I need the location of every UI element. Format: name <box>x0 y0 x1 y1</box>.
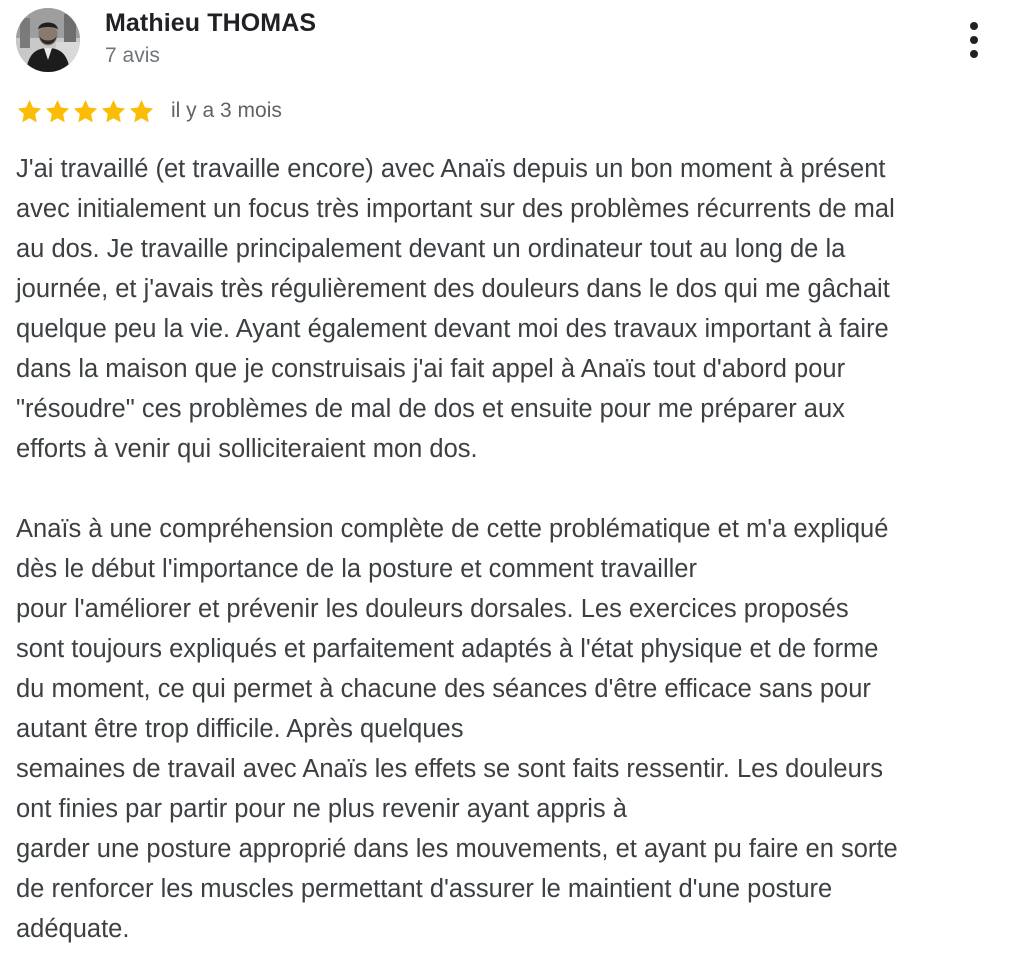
review-text-line: efforts à venir qui solliciteraient mon dos. <box>16 435 478 463</box>
review-paragraph <box>16 149 1006 469</box>
review-text-line: J'ai travaillé (et travaille encore) avec Anaïs depuis un bon moment à présent <box>16 155 886 183</box>
review-text-line: sont toujours expliqués et parfaitement adaptés à l'état physique et de forme <box>16 635 879 663</box>
review-text-line: pour l'améliorer et prévenir les douleurs dorsales. Les exercices proposés <box>16 595 849 623</box>
more-options-button[interactable] <box>952 18 996 62</box>
review-text-line: quelque peu la vie. Ayant également devant moi des travaux important à faire <box>16 315 889 343</box>
review-text-line: "résoudre" ces problèmes de mal de dos et ensuite pour me préparer aux <box>16 395 845 423</box>
review-text-line: de renforcer les muscles permettant d'assurer le maintient d'une posture <box>16 875 833 903</box>
star-icon <box>128 98 155 125</box>
review-text-line: avec initialement un focus très important sur des problèmes récurrents de mal <box>16 195 895 223</box>
author-review-count: 7 avis <box>105 44 160 67</box>
star-rating <box>16 98 155 125</box>
review-date: il y a 3 mois <box>171 99 282 122</box>
review-text-line: ont finies par partir pour ne plus revenir ayant appris à <box>16 795 627 823</box>
review-text-line: dans la maison que je construisais j'ai fait appel à Anaïs tout d'abord pour <box>16 355 846 383</box>
review-text-line: Anaïs à une compréhension complète de cette problématique et m'a expliqué <box>16 515 889 543</box>
user-photo-avatar-icon <box>16 8 80 72</box>
review-text-line: dès le début l'importance de la posture et comment travailler <box>16 555 697 583</box>
rating-row <box>16 96 282 126</box>
review-paragraph <box>16 509 1006 949</box>
review-text-line: du moment, ce qui permet à chacune des séances d'être efficace sans pour <box>16 675 871 703</box>
review-text-line: journée, et j'avais très régulièrement des douleurs dans le dos qui me gâchait <box>16 275 890 303</box>
author-avatar[interactable] <box>16 8 80 72</box>
star-icon <box>100 98 127 125</box>
review-text-line: autant être trop difficile. Après quelques <box>16 715 464 743</box>
review-text <box>16 149 1006 949</box>
review-text-line: au dos. Je travaille principalement devant un ordinateur tout au long de la <box>16 235 846 263</box>
author-name[interactable]: Mathieu THOMAS <box>105 9 317 37</box>
more-vert-icon <box>970 22 978 30</box>
review-text-line: semaines de travail avec Anaïs les effets se sont faits ressentir. Les douleurs <box>16 755 883 783</box>
star-icon <box>16 98 43 125</box>
star-icon <box>44 98 71 125</box>
review-text-line: garder une posture approprié dans les mouvements, et ayant pu faire en sorte <box>16 835 898 863</box>
star-icon <box>72 98 99 125</box>
review-text-line: adéquate. <box>16 915 130 943</box>
